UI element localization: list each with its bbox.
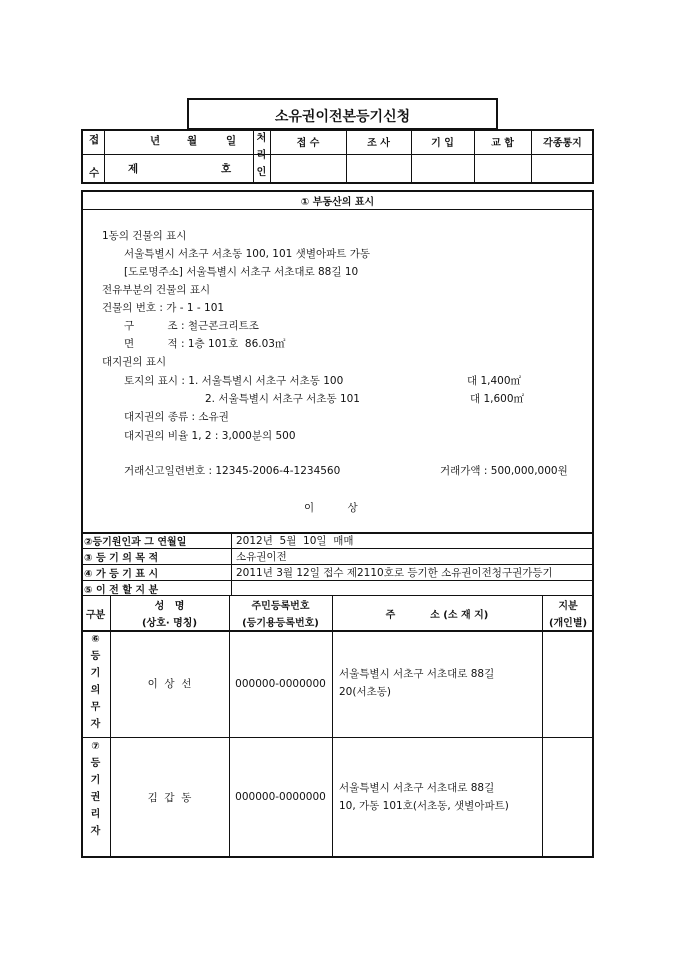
property-line: 건물의 번호 : 가 - 1 - 101 bbox=[102, 302, 225, 314]
obligor-id: 000000-0000000 bbox=[235, 677, 326, 690]
info-value-purpose: 소유권이전 bbox=[236, 551, 287, 563]
info-value-cause: 2012년 5월 10일 매매 bbox=[236, 535, 354, 547]
receipt-label-top: 접 bbox=[89, 134, 100, 146]
process-label: 처 리 인 bbox=[256, 133, 267, 178]
parties-col-share: 지분 bbox=[558, 600, 578, 612]
holder-address-line1: 서울특별시 서초구 서초대로 88길 bbox=[339, 782, 495, 794]
col-entry: 기 입 bbox=[431, 138, 454, 149]
info-label-share: ⑤ 이 전 할 지 분 bbox=[84, 584, 159, 596]
property-end-mark: 이 상 bbox=[304, 502, 358, 514]
property-line: 대 1,600㎡ bbox=[470, 393, 525, 405]
property-line: 1동의 건물의 표시 bbox=[102, 230, 187, 242]
parties-col-name: 성 명 bbox=[154, 600, 185, 612]
property-line: 구 조 : 철근콘크리트조 bbox=[124, 320, 259, 332]
number-prefix-char: 제 bbox=[128, 163, 139, 175]
parties-col-division: 구분 bbox=[85, 609, 106, 621]
obligor-name: 이 상 선 bbox=[147, 678, 192, 690]
holder-address-line2: 10, 가동 101호(서초동, 샛별아파트) bbox=[339, 800, 509, 812]
obligor-label: ⑥ 등 기 의 무 자 bbox=[90, 634, 101, 730]
date-day-char: 일 bbox=[226, 135, 237, 147]
col-review: 조 사 bbox=[367, 138, 390, 149]
property-section-title: ① 부동산의 표시 bbox=[300, 196, 375, 208]
holder-id: 000000-0000000 bbox=[235, 791, 326, 803]
parties-col-name-sub: (상호· 명칭) bbox=[141, 617, 198, 629]
property-line: 면 적 : 1층 101호 86.03㎡ bbox=[124, 338, 286, 350]
obligor-address-line1: 서울특별시 서초구 서초대로 88길 bbox=[339, 668, 495, 680]
info-label-purpose: ③ 등 기 의 목 적 bbox=[84, 553, 159, 564]
holder-label: ⑦ 등 기 권 리 자 bbox=[90, 741, 101, 837]
parties-col-id: 주민등록번호 bbox=[251, 600, 310, 612]
col-check: 교 합 bbox=[491, 138, 514, 149]
property-line: 거래가액 : 500,000,000원 bbox=[440, 465, 568, 477]
property-line: 대지권의 표시 bbox=[102, 356, 167, 368]
obligor-address-line2: 20(서초동) bbox=[339, 686, 391, 698]
property-line: 전유부분의 건물의 표시 bbox=[102, 284, 211, 296]
info-label-provisional: ④ 가 등 기 표 시 bbox=[84, 569, 159, 580]
number-suffix-char: 호 bbox=[221, 163, 232, 175]
property-line: 2. 서울특별시 서초구 서초동 101 bbox=[205, 393, 360, 405]
property-line: 토지의 표시 : 1. 서울특별시 서초구 서초동 100 bbox=[124, 375, 344, 387]
parties-col-address: 주 소 (소 재 지) bbox=[385, 609, 489, 621]
property-line: 거래신고일련번호 : 12345-2006-4-1234560 bbox=[124, 465, 341, 477]
date-year-char: 년 bbox=[150, 135, 161, 147]
col-receipt: 접 수 bbox=[296, 138, 320, 149]
info-value-provisional: 2011년 3월 12일 접수 제2110호로 등기한 소유권이전청구권가등기 bbox=[236, 567, 553, 579]
property-line: [도로명주소] 서울특별시 서초구 서초대로 88길 10 bbox=[124, 266, 359, 278]
holder-name: 김 갑 동 bbox=[147, 791, 192, 804]
col-notice: 각종통지 bbox=[543, 138, 582, 149]
info-label-cause: ②등기원인과 그 연월일 bbox=[84, 537, 187, 548]
date-month-char: 월 bbox=[187, 135, 198, 147]
property-line: 서울특별시 서초구 서초동 100, 101 샛별아파트 가동 bbox=[124, 248, 371, 260]
parties-col-id-sub: (등기용등록번호) bbox=[242, 617, 319, 629]
parties-col-share-sub: (개인별) bbox=[548, 617, 588, 629]
property-line: 대 1,400㎡ bbox=[467, 375, 522, 387]
receipt-label-bottom: 수 bbox=[89, 167, 100, 179]
property-line: 대지권의 종류 : 소유권 bbox=[124, 411, 229, 423]
form-title: 소유권이전본등기신청 bbox=[274, 109, 411, 125]
property-line: 대지권의 비율 1, 2 : 3,000분의 500 bbox=[124, 430, 296, 442]
